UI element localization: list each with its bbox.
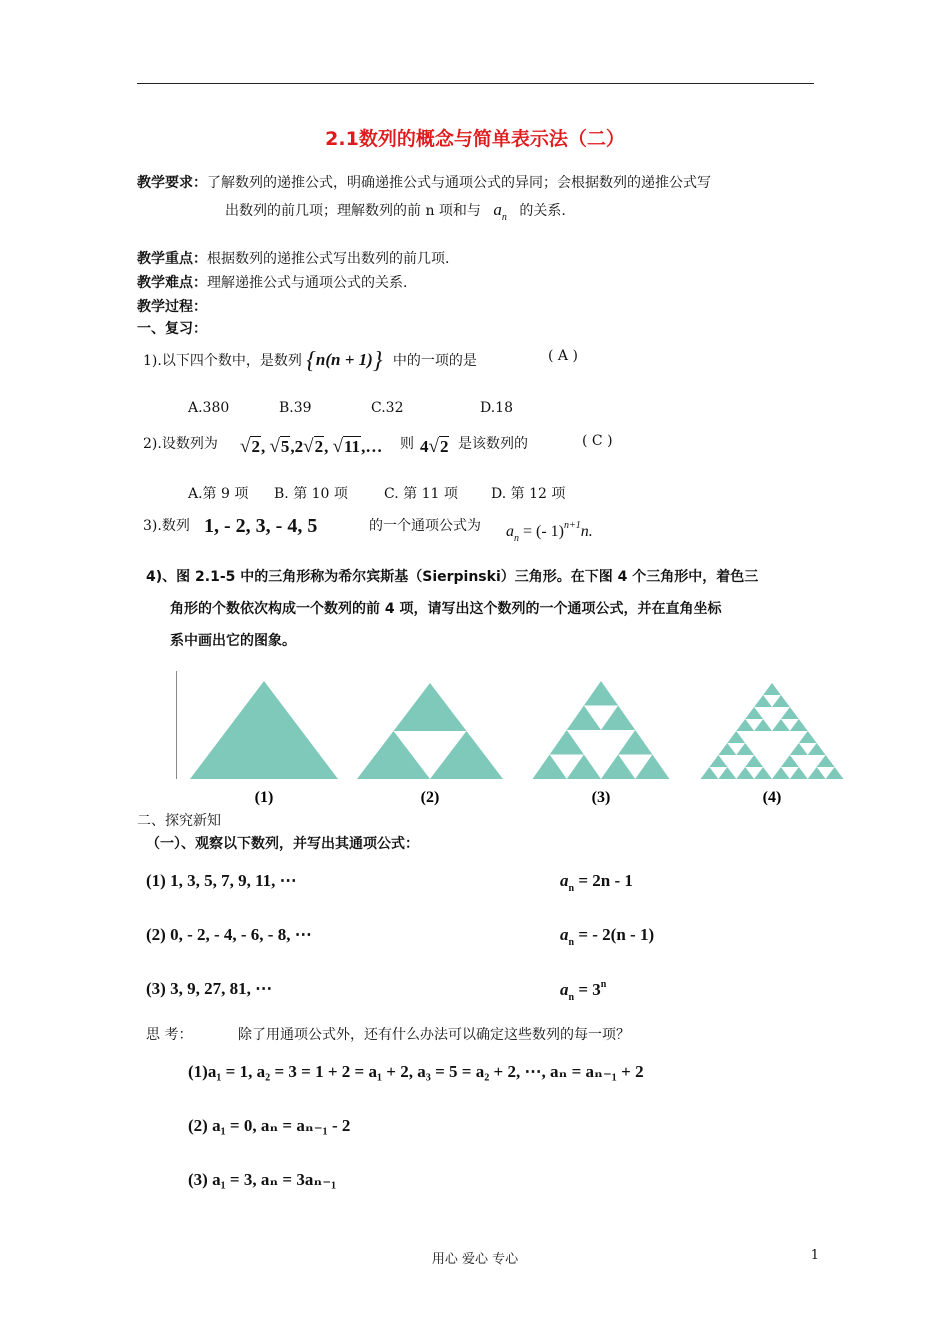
shaded-triangle bbox=[763, 683, 781, 695]
recursion-1: (1)a₁ = 1, a₂ = 3 = 1 + 2 = a₁ + 2, a₃ = 5 = a₂ + 2, ⋯, aₙ = aₙ₋₁ + 2 bbox=[188, 1062, 644, 1081]
requirements-label: 教学要求： bbox=[137, 175, 207, 191]
sequence-3: (3) 3, 9, 27, 81, ⋯ bbox=[146, 979, 273, 998]
shaded-triangle bbox=[772, 695, 790, 707]
think-label: 思 考： bbox=[146, 1027, 193, 1043]
q2-sequence: √2, √5,2√2, √11,… bbox=[240, 436, 383, 457]
shaded-triangle bbox=[808, 767, 826, 779]
formula-3: $a_n = 3^n$ bbox=[560, 979, 607, 1003]
shaded-triangle bbox=[718, 743, 736, 755]
focus-label: 教学重点： bbox=[137, 251, 207, 267]
q1-expr: {n(n + 1)} bbox=[306, 348, 383, 374]
q1-option-d: D.18 bbox=[480, 400, 513, 416]
shaded-triangle bbox=[799, 731, 817, 743]
shaded-triangle bbox=[754, 695, 772, 707]
observe-heading: （一）、观察以下数列，并写出其通项公式： bbox=[146, 836, 419, 852]
q2-option-a: A.第 9 项 bbox=[188, 486, 249, 502]
page-title: 2.1数列的概念与简单表示法（二） bbox=[325, 128, 625, 150]
shaded-triangle bbox=[567, 755, 601, 780]
header-rule bbox=[137, 83, 814, 84]
sequence-2: (2) 0, - 2, - 4, - 6, - 8, ⋯ bbox=[146, 925, 312, 944]
q3-formula: $a_n$ = (- 1)$^{n+1}$n. bbox=[506, 520, 593, 544]
shaded-triangle bbox=[709, 755, 727, 767]
review-heading: 一、复习： bbox=[137, 321, 207, 337]
requirements-line1 bbox=[137, 172, 711, 192]
shaded-triangle bbox=[754, 719, 772, 731]
requirements-text3: 的关系. bbox=[519, 203, 566, 219]
process-label: 教学过程： bbox=[137, 299, 207, 315]
q2-target: 4√2 bbox=[420, 436, 449, 457]
figure-label-2: (2) bbox=[420, 789, 440, 806]
q4-line3: 系中画出它的图象。 bbox=[170, 633, 296, 649]
think-text: 除了用通项公式外，还有什么办法可以确定这些数列的每一项？ bbox=[238, 1027, 630, 1043]
sierpinski-level-2 bbox=[357, 683, 503, 779]
sequence-1: (1) 1, 3, 5, 7, 9, 11, ⋯ bbox=[146, 871, 297, 890]
q2-then: 则 bbox=[400, 436, 414, 452]
recursion-3: (3) a₁ = 3, aₙ = 3aₙ₋₁ bbox=[188, 1170, 337, 1189]
q2-option-d: D. 第 12 项 bbox=[491, 486, 566, 502]
shaded-triangle bbox=[808, 743, 826, 755]
focus-line bbox=[137, 248, 449, 268]
shaded-triangle bbox=[550, 730, 584, 755]
formula-1: $a_n = 2n - 1$ bbox=[560, 871, 633, 894]
shaded-triangle bbox=[635, 755, 669, 780]
figure-label-3: (3) bbox=[591, 789, 611, 806]
q2-pre: 2).设数列为 bbox=[143, 436, 218, 452]
shaded-triangle bbox=[701, 767, 719, 779]
shaded-triangle bbox=[736, 743, 754, 755]
q3-mid: 的一个通项公式为 bbox=[369, 518, 481, 534]
q1-option-b: B.39 bbox=[279, 400, 312, 416]
shaded-triangle bbox=[790, 743, 808, 755]
shaded-triangle bbox=[754, 767, 772, 779]
shaded-triangle bbox=[736, 767, 754, 779]
difficulty-text: 理解递推公式与通项公式的关系. bbox=[207, 275, 408, 291]
q3-pre: 3).数列 bbox=[143, 518, 190, 534]
shaded-triangle bbox=[584, 681, 618, 706]
q3-sequence: 1, - 2, 3, - 4, 5 bbox=[204, 515, 318, 537]
q2-line bbox=[143, 433, 218, 453]
sierpinski-level-4 bbox=[701, 683, 844, 779]
q2-option-b: B. 第 10 项 bbox=[274, 486, 348, 502]
shaded-triangle bbox=[781, 755, 799, 767]
shaded-triangle bbox=[618, 730, 652, 755]
q4-line1: 4)、图 2.1-5 中的三角形称为希尔宾斯基（Sierpinski）三角形。在下图 4 个三角形中，着色三 bbox=[146, 569, 759, 585]
q1-line bbox=[143, 348, 477, 375]
requirements-line2 bbox=[225, 200, 566, 223]
q4-line2: 角形的个数依次构成一个数列的前 4 项，请写出这个数列的一个通项公式，并在直角坐标 bbox=[170, 601, 722, 617]
sierpinski-level-1 bbox=[190, 681, 338, 779]
shaded-triangle bbox=[826, 767, 844, 779]
shaded-triangle bbox=[817, 755, 835, 767]
shaded-triangle bbox=[190, 681, 338, 779]
requirements-text2: 出数列的前几项；理解数列的前 n 项和与 bbox=[225, 203, 481, 219]
formula-2: $a_n$ = - 2(n - 1) bbox=[560, 925, 655, 948]
focus-text: 根据数列的递推公式写出数列的前几项. bbox=[207, 251, 450, 267]
shaded-triangle bbox=[736, 719, 754, 731]
shaded-triangle bbox=[772, 719, 790, 731]
shaded-triangle bbox=[567, 706, 601, 731]
sierpinski-level-3 bbox=[533, 681, 670, 779]
q1-post: 中的一项的是 bbox=[392, 353, 477, 369]
shaded-triangle bbox=[727, 731, 745, 743]
difficulty-line bbox=[137, 272, 407, 292]
figure-label-1: (1) bbox=[254, 789, 274, 806]
shaded-triangle bbox=[357, 731, 430, 779]
footer-motto: 用心 爱心 专心 bbox=[431, 1252, 519, 1267]
page-number: 1 bbox=[810, 1248, 819, 1263]
q2-post: 是该数列的 bbox=[458, 436, 528, 452]
requirements-text1: 了解数列的递推公式，明确递推公式与通项公式的异同；会根据数列的递推公式写 bbox=[207, 175, 711, 191]
shaded-triangle bbox=[781, 707, 799, 719]
shaded-triangle bbox=[601, 706, 635, 731]
shaded-triangle bbox=[533, 755, 567, 780]
q1-option-a: A.380 bbox=[188, 400, 230, 416]
explore-heading: 二、探究新知 bbox=[137, 813, 221, 829]
an-var: $a_n$ bbox=[493, 200, 507, 223]
q1-pre: 1).以下四个数中，是数列 bbox=[143, 353, 302, 369]
shaded-triangle bbox=[790, 767, 808, 779]
shaded-triangle bbox=[394, 683, 467, 731]
figure-label-4: (4) bbox=[762, 789, 782, 806]
difficulty-label: 教学难点： bbox=[137, 275, 207, 291]
q2-answer: ( C ) bbox=[582, 433, 613, 449]
q1-answer: ( A ) bbox=[548, 348, 578, 364]
shaded-triangle bbox=[745, 755, 763, 767]
sierpinski-figure bbox=[172, 669, 844, 809]
shaded-triangle bbox=[772, 767, 790, 779]
q1-option-c: C.32 bbox=[371, 400, 404, 416]
shaded-triangle bbox=[745, 707, 763, 719]
shaded-triangle bbox=[601, 755, 635, 780]
shaded-triangle bbox=[790, 719, 808, 731]
shaded-triangle bbox=[430, 731, 503, 779]
recursion-2: (2) a₁ = 0, aₙ = aₙ₋₁ - 2 bbox=[188, 1116, 351, 1135]
q2-option-c: C. 第 11 项 bbox=[384, 486, 458, 502]
shaded-triangle bbox=[718, 767, 736, 779]
